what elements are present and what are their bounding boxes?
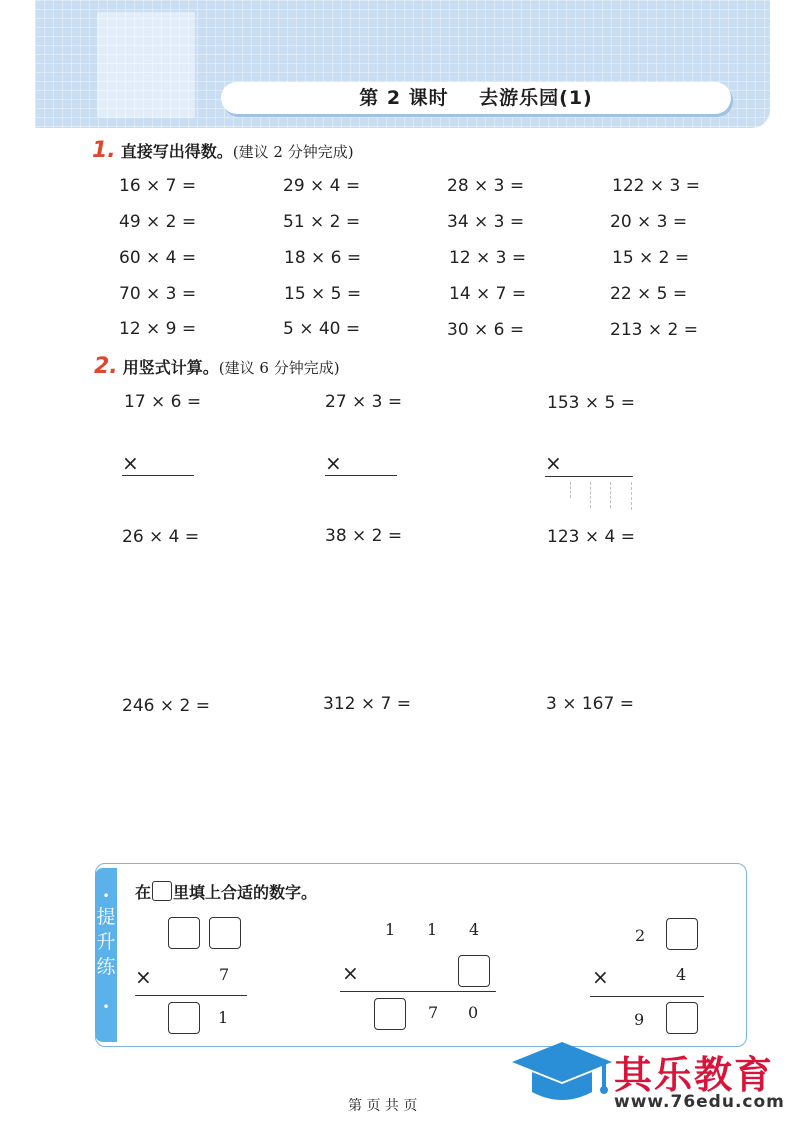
calc-underline bbox=[325, 475, 397, 476]
side-char: 练 bbox=[96, 956, 116, 978]
vertical-expr: 246 × 2 = bbox=[122, 696, 210, 716]
digit: 7 bbox=[219, 965, 230, 984]
oral-expr: 12 × 9 = bbox=[119, 319, 197, 339]
digit: 1 bbox=[385, 920, 396, 939]
section1-heading bbox=[92, 138, 354, 163]
vertical-expr: 26 × 4 = bbox=[122, 527, 200, 547]
answer-box[interactable] bbox=[458, 955, 490, 987]
oral-expr: 15 × 5 = bbox=[284, 284, 362, 304]
calc-underline bbox=[340, 991, 496, 992]
times-sign: × bbox=[592, 965, 609, 989]
oral-expr: 22 × 5 = bbox=[610, 284, 688, 304]
blank-box-icon bbox=[152, 881, 172, 901]
section1-note: (建议 2 分钟完成) bbox=[232, 143, 354, 161]
section2-title: 用竖式计算。 bbox=[122, 358, 219, 377]
calc-underline bbox=[545, 476, 633, 477]
side-dot: • bbox=[102, 889, 110, 903]
oral-expr: 14 × 7 = bbox=[449, 284, 527, 304]
guide-line bbox=[610, 482, 611, 508]
side-dot: • bbox=[102, 1000, 110, 1014]
vertical-expr: 312 × 7 = bbox=[323, 694, 411, 714]
times-sign: × bbox=[545, 451, 562, 475]
oral-expr: 5 × 40 = bbox=[283, 319, 361, 339]
answer-box[interactable] bbox=[666, 918, 698, 950]
oral-expr: 20 × 3 = bbox=[610, 212, 688, 232]
oral-expr: 18 × 6 = bbox=[284, 248, 362, 268]
answer-box[interactable] bbox=[168, 1002, 200, 1034]
calc-underline bbox=[135, 995, 247, 996]
oral-expr: 122 × 3 = bbox=[612, 176, 700, 196]
logo-name: 其乐教育 bbox=[614, 1053, 775, 1097]
answer-box[interactable] bbox=[666, 1002, 698, 1034]
oral-expr: 15 × 2 = bbox=[612, 248, 690, 268]
oral-expr: 34 × 3 = bbox=[447, 212, 525, 232]
lesson-title: 去游乐园(1) bbox=[479, 87, 593, 109]
oral-expr: 60 × 4 = bbox=[119, 248, 197, 268]
times-sign: × bbox=[325, 451, 342, 475]
section2-number: 2. bbox=[94, 354, 118, 379]
digit: 0 bbox=[468, 1003, 479, 1022]
digit: 1 bbox=[218, 1008, 229, 1027]
calc-underline bbox=[122, 475, 194, 476]
vertical-expr: 123 × 4 = bbox=[547, 527, 635, 547]
vertical-expr: 17 × 6 = bbox=[124, 392, 202, 412]
side-char: 升 bbox=[96, 931, 116, 953]
prompt-text: 里填上合适的数字。 bbox=[173, 883, 318, 902]
times-sign: × bbox=[342, 961, 359, 985]
digit: 4 bbox=[469, 920, 480, 939]
graduation-cap-icon bbox=[510, 1040, 615, 1110]
guide-line bbox=[570, 482, 571, 498]
digit: 2 bbox=[635, 926, 646, 945]
logo-url: www.76edu.com bbox=[614, 1092, 785, 1112]
oral-expr: 29 × 4 = bbox=[283, 176, 361, 196]
digit: 4 bbox=[676, 965, 687, 984]
section1-number: 1. bbox=[92, 138, 116, 163]
oral-expr: 51 × 2 = bbox=[283, 212, 361, 232]
vertical-expr: 153 × 5 = bbox=[547, 393, 635, 413]
vertical-expr: 3 × 167 = bbox=[546, 694, 634, 714]
digit: 9 bbox=[634, 1010, 645, 1029]
side-char: 提 bbox=[96, 906, 116, 928]
calc-underline bbox=[590, 996, 704, 997]
page-title bbox=[221, 82, 731, 114]
oral-expr: 12 × 3 = bbox=[449, 248, 527, 268]
oral-expr: 213 × 2 = bbox=[610, 320, 698, 340]
guide-line bbox=[631, 482, 632, 510]
practice-side-label bbox=[95, 905, 117, 980]
vertical-expr: 27 × 3 = bbox=[325, 392, 403, 412]
page-footer: 第 页 共 页 bbox=[348, 1098, 418, 1114]
section1-title: 直接写出得数。 bbox=[120, 142, 233, 161]
digit: 7 bbox=[428, 1003, 439, 1022]
times-sign: × bbox=[122, 451, 139, 475]
oral-expr: 30 × 6 = bbox=[447, 320, 525, 340]
digit: 1 bbox=[427, 920, 438, 939]
prompt-text: 在 bbox=[135, 883, 152, 902]
oral-expr: 28 × 3 = bbox=[447, 176, 525, 196]
lesson-number: 第 2 课时 bbox=[359, 87, 449, 109]
answer-box[interactable] bbox=[168, 917, 200, 949]
guide-line bbox=[590, 482, 591, 508]
header-tab-decoration bbox=[97, 12, 195, 118]
practice-prompt bbox=[135, 880, 317, 903]
times-sign: × bbox=[135, 965, 152, 989]
oral-expr: 49 × 2 = bbox=[119, 212, 197, 232]
section2-heading bbox=[94, 354, 340, 379]
oral-expr: 70 × 3 = bbox=[119, 284, 197, 304]
answer-box[interactable] bbox=[209, 917, 241, 949]
answer-box[interactable] bbox=[374, 998, 406, 1030]
section2-note: (建议 6 分钟完成) bbox=[218, 359, 340, 377]
oral-expr: 16 × 7 = bbox=[119, 176, 197, 196]
vertical-expr: 38 × 2 = bbox=[325, 526, 403, 546]
